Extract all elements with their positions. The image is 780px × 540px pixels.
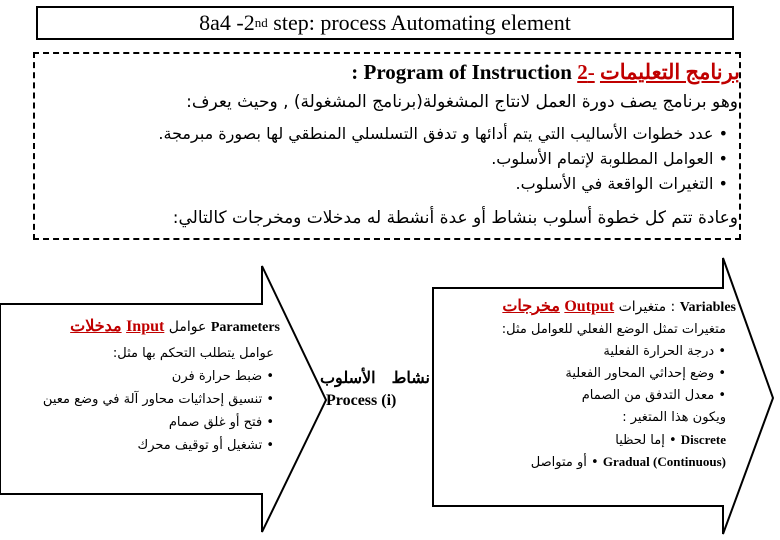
discrete-ar: • إما لحظيا <box>615 433 677 448</box>
input-heading <box>70 316 280 336</box>
input-item-3: • فتح أو غلق صمام <box>168 415 274 430</box>
gradual-ar: • أو متواصل <box>530 455 599 470</box>
output-heading-en: Output <box>564 298 615 315</box>
input-item-2: • تنسيق إحداثيات محاور آلة في وضع معين <box>42 392 274 407</box>
input-heading-ar2: عوامل <box>168 319 207 335</box>
slide-title <box>36 6 734 40</box>
bullet-3: • التغيرات الواقعة في الأسلوب. <box>515 174 728 193</box>
output-item-3: • معدل التدفق من الصمام <box>581 388 726 403</box>
bullet-2: • العوامل المطلوبة لإتمام الأسلوب. <box>491 149 728 168</box>
header-ar: برنامج التعليمات <box>599 60 740 84</box>
output-heading-en2: Variables <box>679 300 736 315</box>
process-en: Process (i) <box>326 392 397 409</box>
discrete-en: Discrete <box>680 432 726 447</box>
output-heading-ar: مخرجات <box>502 298 560 315</box>
output-discrete <box>615 432 726 448</box>
title-prefix: 8a4 -2 <box>199 10 255 35</box>
title-sup: nd <box>254 15 268 30</box>
input-item-4: • تشغيل أو توقيف محرك <box>137 438 274 453</box>
input-lead: عوامل يتطلب التحكم بها مثل: <box>112 346 274 361</box>
process-ar <box>320 368 430 388</box>
process-ar2: الأسلوب <box>319 370 376 387</box>
bullet-1: • عدد خطوات الأساليب التي يتم أدائها و تدفق التسلسلي المنطقي لها بصورة مبرمجة. <box>158 124 728 143</box>
output-heading-ar2: : متغيرات <box>618 299 676 315</box>
intro-text: وهو برنامج يصف دورة العمل لانتاج المشغولة(برنامج المشغولة) , وحيث يعرف: <box>186 92 738 112</box>
input-heading-en: Input <box>126 318 165 335</box>
input-heading-en2: Parameters <box>210 320 280 335</box>
output-item-2: • وضع إحداثي المحاور الفعلية <box>565 366 726 381</box>
output-item-1: • درجة الحرارة الفعلية <box>603 344 726 359</box>
header-en: : Program of Instruction <box>351 60 572 84</box>
summary-text: وعادة تتم كل خطوة أسلوب بنشاط أو عدة أنشطة له مدخلات ومخرجات كالتالي: <box>172 208 738 228</box>
input-heading-ar: مدخلات <box>70 318 122 335</box>
header-number: -2 <box>577 60 595 84</box>
title-rest: step: process Automating element <box>267 10 571 35</box>
gradual-en: Gradual (Continuous) <box>602 454 726 469</box>
input-item-1: • ضبط حرارة فرن <box>171 369 274 384</box>
output-note: ويكون هذا المتغير : <box>622 410 726 425</box>
output-lead: متغيرات تمثل الوضع الفعلي للعوامل مثل: <box>501 322 726 337</box>
section-header <box>351 60 740 85</box>
output-gradual <box>531 454 726 470</box>
process-ar1: نشاط <box>391 370 430 387</box>
output-heading <box>502 296 736 316</box>
